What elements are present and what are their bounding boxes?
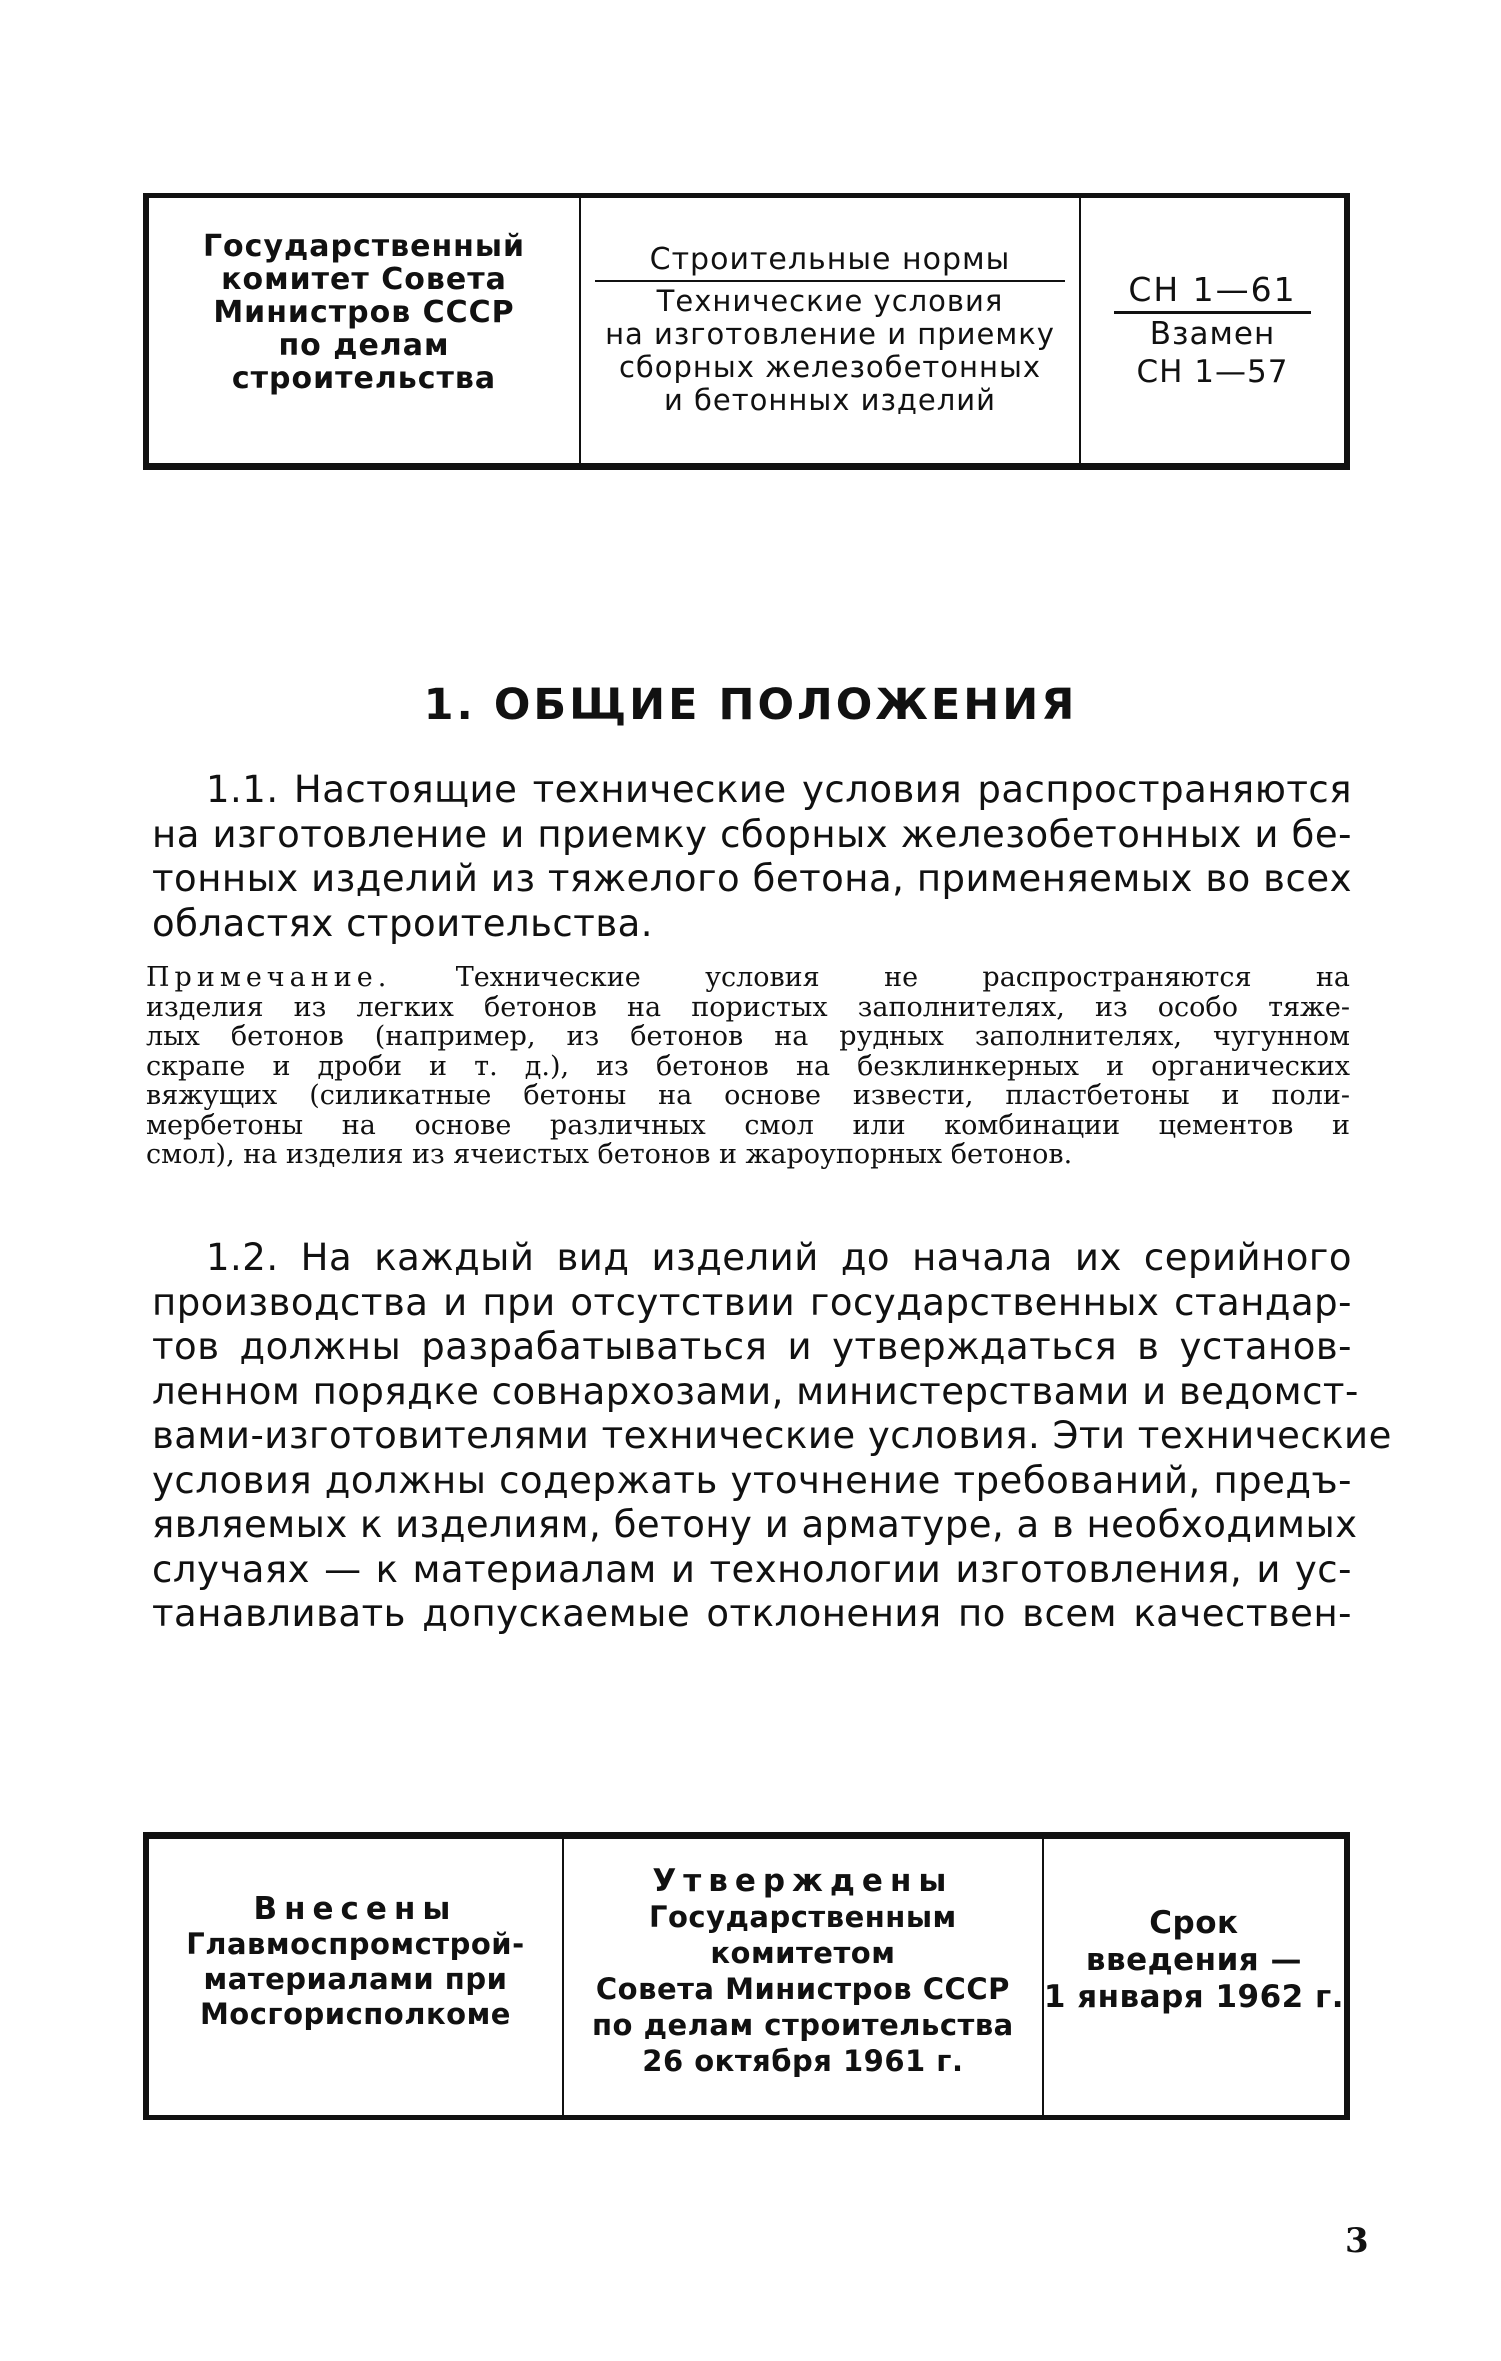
norms-label: Строительные нормы [595, 242, 1065, 282]
replaces-line: СН 1—57 [1136, 354, 1289, 390]
title-line: на изготовление и приемку [605, 317, 1055, 351]
introduced-label: Внесены [253, 1891, 458, 1927]
document-title-cell [581, 198, 1081, 463]
text-line: вами-изготовителями технические условия. Эти технические [152, 1414, 1392, 1457]
text-line: производства и при отсутствии государственных стандар- [152, 1280, 1352, 1324]
introduced-cell [149, 1839, 564, 2115]
replaces-line: Взамен [1149, 316, 1276, 352]
introduced-line: материалами при [203, 1962, 508, 1996]
approved-date: 26 октября 1961 г. [642, 2044, 964, 2078]
text-line: ленном порядке совнархозами, министерствами и ведомст- [152, 1369, 1359, 1413]
approved-line: по делам строительства [592, 2008, 1014, 2042]
issuer-line: Государственный [202, 229, 526, 264]
introduced-line: Главмоспромстрой- [186, 1927, 525, 1961]
note-line: изделия из легких бетонов на пористых заполнителях, из особо тяже- [146, 991, 1350, 1023]
clause-1-2 [152, 1236, 1392, 1637]
note-line: скрапе и дроби и т. д.), из бетонов на безклинкерных и органических [146, 1050, 1350, 1082]
text-line: танавливать допускаемые отклонения по всем качествен- [152, 1592, 1352, 1635]
note-line: смол), на изделия из ячеистых бетонов и жароупорных бетонов. [146, 1139, 1073, 1170]
header-table [143, 193, 1350, 470]
approved-label: Утверждены [652, 1863, 954, 1899]
introduced-line: Мосгорисполкоме [199, 1997, 511, 2031]
approved-line: комитетом [710, 1936, 896, 1970]
issuer-line: Министров СССР [213, 295, 515, 330]
title-line: Технические условия [656, 284, 1004, 318]
page-number: 3 [1345, 2221, 1369, 2261]
text-line: 1.2. На каждый вид изделий до начала их серийного [206, 1236, 1352, 1279]
section-title: 1. ОБЩИЕ ПОЛОЖЕНИЯ [423, 680, 1078, 730]
effective-line: Срок [1149, 1904, 1239, 1941]
clause-1-1 [152, 768, 1352, 946]
approved-cell [564, 1839, 1044, 2115]
text-line: условия должны содержать уточнение требований, предъ- [152, 1458, 1352, 1502]
text-line: случаях — к материалам и технологии изготовления, и ус- [152, 1547, 1352, 1591]
note-block [146, 963, 1350, 1170]
text-line: тонных изделий из тяжелого бетона, применяемых во всех [152, 857, 1352, 900]
document-code: СН 1—61 [1114, 270, 1310, 314]
text-line: тов должны разрабатываться и утверждаться в установ- [152, 1325, 1352, 1368]
issuer-cell [149, 198, 581, 463]
effective-date: 1 января 1962 г. [1043, 1978, 1344, 2015]
title-line: и бетонных изделий [663, 383, 996, 417]
approved-line: Государственным [648, 1900, 957, 1934]
text-line: являемых к изделиям, бетону и арматуре, а в необходимых [152, 1503, 1358, 1546]
note-label: Примечание. [146, 962, 392, 993]
note-first-line [146, 963, 1350, 993]
title-line: сборных железобетонных [618, 350, 1042, 384]
text-line: областях строительства. [152, 901, 654, 945]
effective-date-cell [1044, 1839, 1344, 2115]
note-line: мербетоны на основе различных смол или комбинации цементов и [146, 1109, 1350, 1141]
footer-table [143, 1832, 1350, 2120]
text-line: 1.1. Настоящие технические условия распространяются [206, 768, 1352, 811]
note-line: лых бетонов (например, из бетонов на рудных заполнителях, чугунном [146, 1021, 1350, 1052]
document-code-cell [1081, 198, 1344, 463]
issuer-line: комитет Совета [221, 262, 507, 297]
effective-line: введения — [1085, 1941, 1302, 1978]
issuer-line: строительства [231, 361, 497, 396]
approved-line: Совета Министров СССР [595, 1972, 1010, 2006]
note-line: вяжущих (силикатные бетоны на основе извести, пластбетоны и поли- [146, 1080, 1350, 1111]
text-line: на изготовление и приемку сборных железобетонных и бе- [152, 812, 1352, 856]
note-text: Технические условия не распространяются на [455, 962, 1350, 993]
issuer-line: по делам [278, 328, 450, 363]
